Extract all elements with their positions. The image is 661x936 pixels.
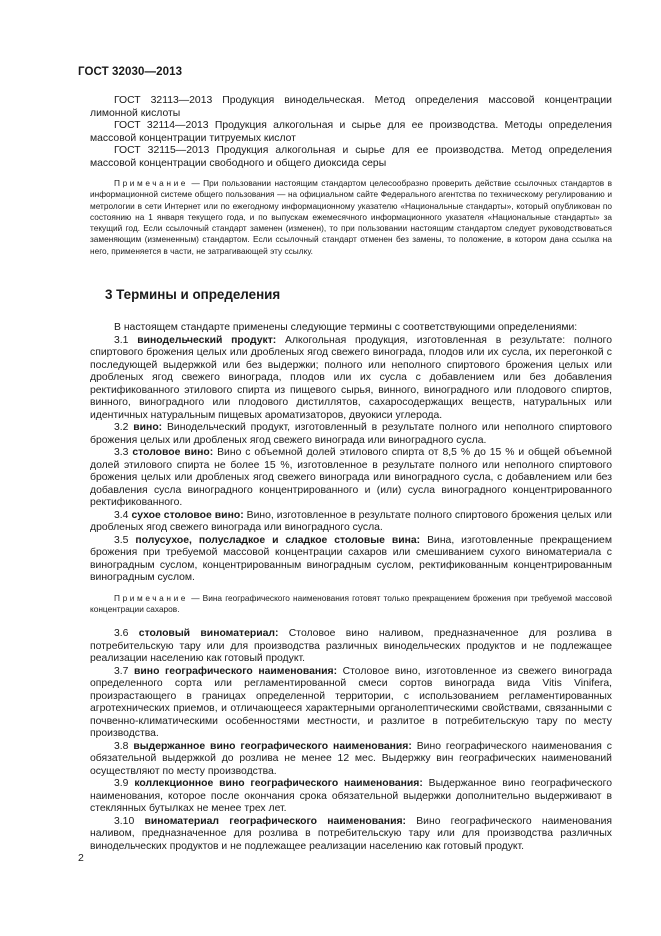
term-3-7 (90, 666, 612, 741)
term-definition: Столовое вино наливом, предназначенное для розлива в потребительскую тару или для производства различных винодельческих продуктов и не подлежащее реализации населению как готовый продукт. (90, 628, 612, 665)
term-number: 3.3 (114, 447, 133, 459)
term-number: 3.8 (114, 740, 134, 752)
term-name: винодельческий продукт: (137, 334, 277, 346)
reference-item: ГОСТ 32114—2013 Продукция алкогольная и сырье для ее производства. Методы определения массовой концентрации титруемых кислот (90, 120, 612, 144)
term-definition: Винодельческий продукт, изготовленный в результате полного или неполного спиртового брожения целых или дробленых ягод свежего винограда или виноградного сусла. (90, 422, 612, 446)
term-3-3 (90, 447, 612, 510)
term-3-1 (90, 335, 612, 423)
term-name: вино: (133, 422, 163, 434)
section-heading: 3 Термины и определения (105, 287, 281, 303)
term-number: 3.7 (114, 665, 135, 677)
term-definition: Столовое вино, изготовленное из свежего винограда определенного сорта или регламентированной смеси сортов винограда вида Vitis Vinifera, произрастающего в границах определенной территории, с использованием регламентированных агротехнических приемов, и отличающееся характерными органолептическими свойствами, связанными с почвенно-климатическими особенностями местности, и разлитое в потребительскую тару по месту производства. (90, 665, 612, 740)
term-3-4 (90, 510, 612, 535)
term-number: 3.1 (114, 334, 138, 346)
term-number: 3.6 (114, 628, 139, 640)
note-text: — При пользовании настоящим стандартом целесообразно проверить действие ссылочных стандартов в информационной системе общего пользования — на официальном сайте Федерального агентства по техническому регулированию и метрологии в сети Интернет или по ежегодному информационному указателю «Национальные стандарты», который опубликован по состоянию на 1 января текущего года, и по выпускам ежемесячного информационного указателя «Национальные стандарты» за текущий год. Если ссылочный стандарт заменен (изменен), то при пользовании настоящим стандартом следует руководствоваться заменяющим (измененным) стандартом. Если ссылочный стандарт отменен без замены, то положение, в котором дана ссылка на него, применяется в части, не затрагивающей эту ссылку. (90, 178, 612, 256)
term-3-6 (90, 628, 612, 666)
term-definition: Вино с объемной долей этилового спирта от 8,5 % до 15 % и общей объемной долей этилового спирта не более 15 %, изготовленное в результате полного или неполного спиртового брожения целых или дробленых ягод свежего винограда или виноградного сусла, с добавлением или без добавления сусла виноградного концентрированного и (или) сусла виноградного концентрированного ректификованного. (90, 447, 612, 509)
note-text: — Вина географического наименования готовят только прекращением брожения при требуемой массовой концентрации сахаров. (90, 592, 612, 614)
term-number: 3.9 (114, 778, 135, 790)
standard-header: ГОСТ 32030—2013 (78, 66, 183, 78)
term-number: 3.10 (114, 815, 145, 827)
page-content (90, 95, 612, 853)
term-definition: Вино географического наименования наливом, предназначенное для розлива в потребительскую тару или для производства различных винодельческих продуктов и не подлежащее реализации населению как готовый продукт. (90, 815, 612, 852)
term-name: выдержанное вино географического наименования: (133, 740, 412, 752)
page-number: 2 (78, 852, 84, 864)
term-number: 3.2 (114, 422, 134, 434)
reference-item: ГОСТ 32113—2013 Продукция винодельческая. Метод определения массовой концентрации лимонной кислоты (90, 95, 612, 119)
term-definition: Вино географического наименования с обязательной выдержкой до розлива не менее 12 мес. Выдержку вин географических наименований осуществляют по месту производства. (90, 740, 612, 777)
term-name: столовый виноматериал: (138, 628, 279, 640)
term-3-5 (90, 535, 612, 585)
note-label: Примечание (114, 592, 189, 603)
term-name: виноматериал географического наименования: (144, 815, 406, 827)
term-number: 3.4 (114, 509, 132, 521)
term-definition: Выдержанное вино географического наименования, которое после окончания срока обязательной выдержки дополнительно выдерживают в стеклянных бутылках не менее трех лет. (90, 778, 612, 815)
term-3-8 (90, 741, 612, 779)
term-name: коллекционное вино географического наименования: (134, 778, 423, 790)
term-definition: Вино, изготовленное в результате полного спиртового брожения целых или дробленых ягод свежего винограда или виноградного сусла. (90, 509, 612, 534)
term-definition: Вина, изготовленные прекращением брожения при требуемой массовой концентрации сахаров или смешиванием сухого виноматериала с виноградным суслом, концентрированным виноградным суслом, ректификованным концентрированным виноградным суслом. (90, 534, 612, 584)
term-3-2 (90, 422, 612, 447)
term-definition: Алкогольная продукция, изготовленная в результате: полного спиртового брожения целых или дробленых ягод свежего винограда, плодов или их сусла, их перегонкой с последующей выдержкой или без выдержки; полного или неполного спиртового брожения целых или дробленых ягод свежего винограда, плодов или их сусла с добавлением или без добавления ректификованного этилового спирта из пищевого сырья, винного, виноградного или плодового спиртов, винного, виноградного или плодового дистиллятов, сахаросодержащих веществ, натуральных или идентичных натуральным пищевых ароматизаторов, двуокиси углерода. (90, 334, 612, 421)
term-3-9 (90, 778, 612, 816)
term-3-10 (90, 816, 612, 854)
section-intro: В настоящем стандарте применены следующие термины с соответствующими определениями: (114, 322, 578, 334)
term-number: 3.5 (114, 534, 136, 546)
note-geographic-wines (90, 593, 612, 616)
note-label: Примечание (114, 178, 189, 188)
term-name: столовое вино: (132, 447, 214, 459)
term-name: сухое столовое вино: (131, 509, 244, 521)
reference-item: ГОСТ 32115—2013 Продукция алкогольная и сырье для ее производства. Метод определения массовой концентрации свободного и общего диоксида серы (90, 145, 612, 169)
term-name: вино географического наименования: (134, 665, 338, 677)
term-name: полусухое, полусладкое и сладкое столовые вина: (135, 534, 421, 546)
note-references (90, 178, 612, 257)
